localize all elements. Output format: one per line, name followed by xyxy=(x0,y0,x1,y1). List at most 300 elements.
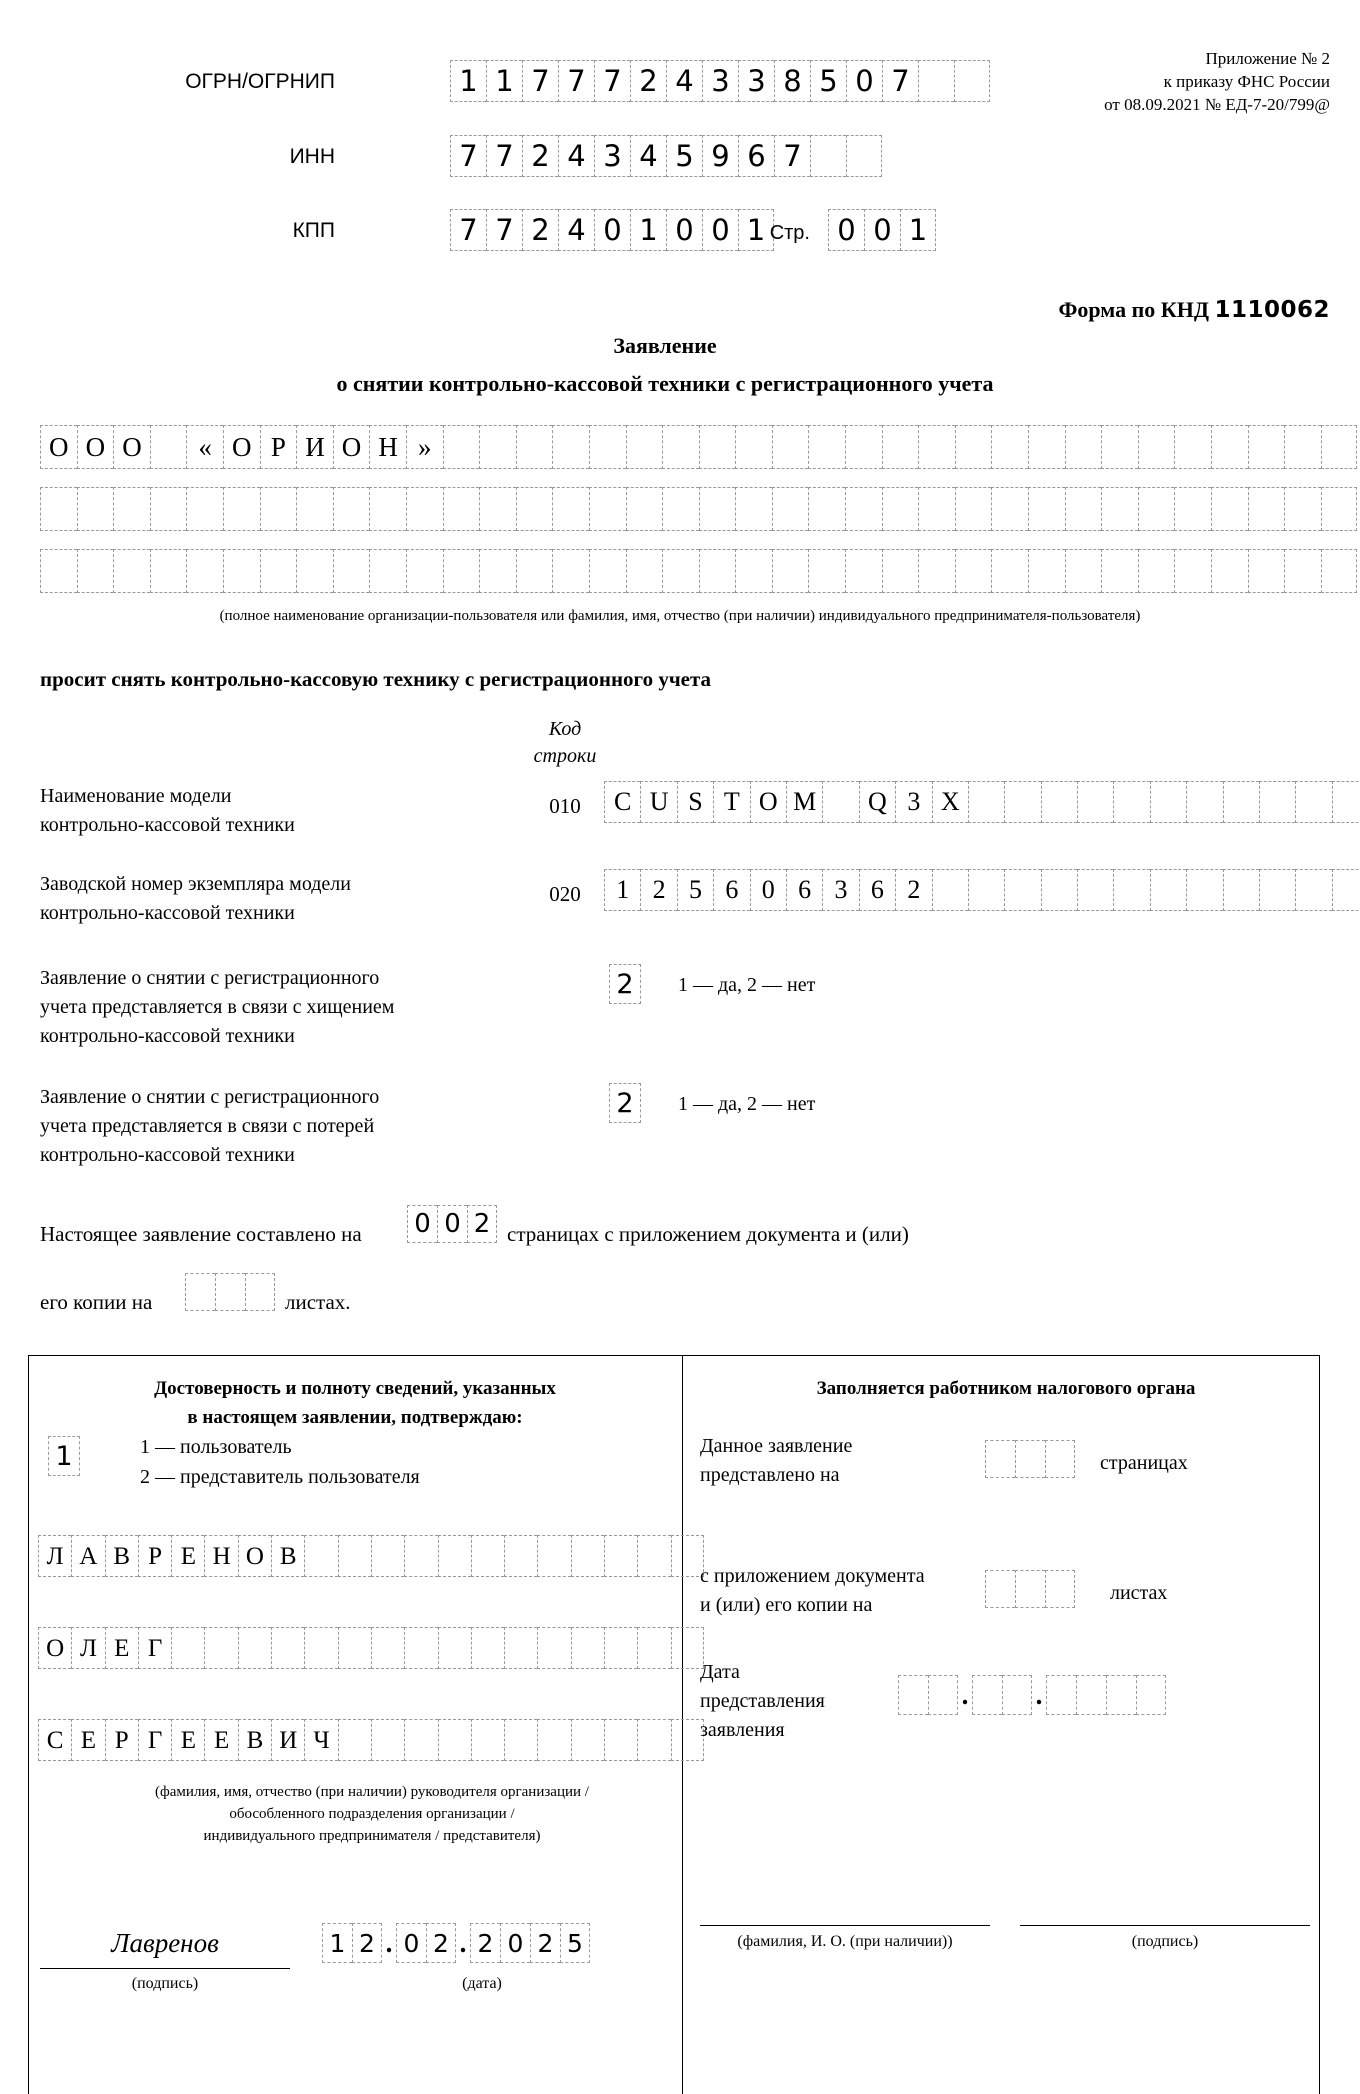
org-name-cell[interactable]: « xyxy=(186,425,223,469)
org-name-cell[interactable] xyxy=(1248,425,1285,469)
signature-date-year-cell[interactable]: 2 xyxy=(530,1923,560,1963)
org-name-cell[interactable] xyxy=(1211,549,1248,593)
signer-patronymic-cell[interactable]: С xyxy=(38,1719,71,1761)
org-name-cell[interactable] xyxy=(808,487,845,531)
field-020-cell[interactable]: 2 xyxy=(640,869,676,911)
kpp-cell[interactable]: 0 xyxy=(666,209,702,251)
org-name-cell[interactable] xyxy=(260,487,297,531)
tax-date-day-cell[interactable] xyxy=(928,1675,958,1715)
org-name-cell[interactable] xyxy=(40,549,77,593)
signer-patronymic-cell[interactable]: Е xyxy=(71,1719,104,1761)
org-name-cell[interactable] xyxy=(1138,487,1175,531)
field-020-cell[interactable]: 6 xyxy=(859,869,895,911)
org-name-cell[interactable] xyxy=(1174,425,1211,469)
field-010-cell[interactable]: O xyxy=(750,781,786,823)
field-020-cell[interactable] xyxy=(1295,869,1331,911)
ogrn-cell[interactable]: 3 xyxy=(702,60,738,102)
field-020-cell[interactable] xyxy=(1041,869,1077,911)
signature-date-month-cell[interactable]: 2 xyxy=(426,1923,456,1963)
field-010-cell[interactable] xyxy=(1113,781,1149,823)
org-name-cell[interactable] xyxy=(699,549,736,593)
org-name-cell[interactable] xyxy=(186,487,223,531)
org-name-cell[interactable] xyxy=(406,487,443,531)
signer-surname-cell[interactable] xyxy=(504,1535,537,1577)
tax-sheets-input[interactable] xyxy=(985,1570,1075,1608)
org-name-cell[interactable] xyxy=(735,487,772,531)
org-name-cell[interactable] xyxy=(1321,425,1358,469)
sheets-count-cell[interactable] xyxy=(245,1273,275,1311)
field-010-cell[interactable] xyxy=(1077,781,1113,823)
field-020-cell[interactable]: 0 xyxy=(750,869,786,911)
tax-date-input[interactable] xyxy=(898,1675,1166,1715)
signer-patronymic-cell[interactable] xyxy=(438,1719,471,1761)
kpp-input[interactable] xyxy=(450,209,774,251)
org-name-cell[interactable] xyxy=(1284,549,1321,593)
ogrn-cell[interactable] xyxy=(918,60,954,102)
page-number-input[interactable] xyxy=(828,209,936,251)
inn-cell[interactable]: 7 xyxy=(450,135,486,177)
org-name-cell[interactable] xyxy=(552,487,589,531)
signer-patronymic-cell[interactable] xyxy=(537,1719,570,1761)
signer-name-cell[interactable] xyxy=(371,1627,404,1669)
org-name-cell[interactable] xyxy=(113,487,150,531)
org-name-cell[interactable] xyxy=(1211,425,1248,469)
org-name-cell[interactable] xyxy=(1174,549,1211,593)
signer-name-cell[interactable] xyxy=(238,1627,271,1669)
inn-cell[interactable]: 4 xyxy=(630,135,666,177)
org-name-cell[interactable] xyxy=(808,549,845,593)
ogrn-cell[interactable]: 5 xyxy=(810,60,846,102)
org-name-cell[interactable]: И xyxy=(296,425,333,469)
org-name-cell[interactable] xyxy=(626,549,663,593)
field-020-cell[interactable] xyxy=(1332,869,1360,911)
signer-name-cell[interactable] xyxy=(604,1627,637,1669)
signer-name-cell[interactable] xyxy=(504,1627,537,1669)
org-name-cell[interactable] xyxy=(589,549,626,593)
signer-surname-cell[interactable]: А xyxy=(71,1535,104,1577)
field-010-cell[interactable]: C xyxy=(604,781,640,823)
inn-cell[interactable]: 7 xyxy=(774,135,810,177)
field-020-cell[interactable]: 2 xyxy=(895,869,931,911)
tax-date-year[interactable] xyxy=(1046,1675,1166,1715)
tax-pages-cell[interactable] xyxy=(1045,1440,1075,1478)
org-name-cell[interactable] xyxy=(552,425,589,469)
loss-flag-input[interactable]: 2 xyxy=(609,1083,641,1123)
org-name-cell[interactable] xyxy=(955,425,992,469)
ogrn-cell[interactable]: 8 xyxy=(774,60,810,102)
field-010-cell[interactable] xyxy=(1041,781,1077,823)
org-name-cell[interactable] xyxy=(808,425,845,469)
theft-flag-input[interactable]: 2 xyxy=(609,964,641,1004)
org-name-cell[interactable] xyxy=(918,425,955,469)
ogrn-cell[interactable] xyxy=(954,60,990,102)
ogrn-cell[interactable]: 1 xyxy=(486,60,522,102)
field-010-cell[interactable]: S xyxy=(677,781,713,823)
signature-date-month[interactable] xyxy=(396,1923,456,1963)
signer-name-cell[interactable] xyxy=(471,1627,504,1669)
ogrn-cell[interactable]: 3 xyxy=(738,60,774,102)
field-010-cell[interactable]: Q xyxy=(859,781,895,823)
org-name-cell[interactable] xyxy=(260,549,297,593)
org-name-cell[interactable]: О xyxy=(223,425,260,469)
signer-surname-cell[interactable] xyxy=(604,1535,637,1577)
org-name-cell[interactable] xyxy=(1138,425,1175,469)
org-name-cell[interactable] xyxy=(296,487,333,531)
signer-surname-cell[interactable] xyxy=(338,1535,371,1577)
org-name-cell[interactable] xyxy=(662,425,699,469)
field-020-cell[interactable] xyxy=(1223,869,1259,911)
signer-name-cell[interactable] xyxy=(637,1627,670,1669)
signature-date-day-cell[interactable]: 2 xyxy=(352,1923,382,1963)
tax-date-month-cell[interactable] xyxy=(1002,1675,1032,1715)
ogrn-cell[interactable]: 7 xyxy=(522,60,558,102)
signer-name-cell[interactable] xyxy=(571,1627,604,1669)
ogrn-cell[interactable]: 7 xyxy=(594,60,630,102)
org-name-cell[interactable] xyxy=(552,549,589,593)
signer-patronymic-cell[interactable] xyxy=(604,1719,637,1761)
tax-date-year-cell[interactable] xyxy=(1136,1675,1166,1715)
signature-date-year[interactable] xyxy=(470,1923,590,1963)
org-name-cell[interactable] xyxy=(443,487,480,531)
field-010-cell[interactable]: U xyxy=(640,781,676,823)
field-010-cell[interactable]: 3 xyxy=(895,781,931,823)
org-name-cell[interactable] xyxy=(113,549,150,593)
tax-pages-input[interactable] xyxy=(985,1440,1075,1478)
org-name-cell[interactable] xyxy=(1174,487,1211,531)
kpp-cell[interactable]: 0 xyxy=(594,209,630,251)
signer-name-cell[interactable] xyxy=(671,1627,704,1669)
signer-name-cell[interactable] xyxy=(404,1627,437,1669)
signer-surname-cell[interactable]: Е xyxy=(171,1535,204,1577)
org-name-cell[interactable] xyxy=(516,487,553,531)
signature-date-month-cell[interactable]: 0 xyxy=(396,1923,426,1963)
ogrn-cell[interactable]: 0 xyxy=(846,60,882,102)
org-name-cell[interactable] xyxy=(1138,549,1175,593)
field-020-input[interactable] xyxy=(604,869,1360,911)
signer-surname-cell[interactable]: Р xyxy=(138,1535,171,1577)
tax-pages-cell[interactable] xyxy=(985,1440,1015,1478)
sheets-count-cell[interactable] xyxy=(185,1273,215,1311)
ogrn-cell[interactable]: 7 xyxy=(882,60,918,102)
signer-name-cell[interactable] xyxy=(338,1627,371,1669)
field-020-cell[interactable] xyxy=(968,869,1004,911)
inn-cell[interactable]: 7 xyxy=(486,135,522,177)
signer-surname-cell[interactable]: В xyxy=(271,1535,304,1577)
inn-cell[interactable]: 2 xyxy=(522,135,558,177)
field-020-cell[interactable] xyxy=(1077,869,1113,911)
tax-date-year-cell[interactable] xyxy=(1106,1675,1136,1715)
inn-cell[interactable]: 5 xyxy=(666,135,702,177)
org-name-cell[interactable] xyxy=(296,549,333,593)
field-010-cell[interactable] xyxy=(968,781,1004,823)
org-name-cell[interactable] xyxy=(516,549,553,593)
field-010-cell[interactable] xyxy=(1004,781,1040,823)
signer-surname-cell[interactable] xyxy=(471,1535,504,1577)
org-name-cell[interactable] xyxy=(150,487,187,531)
signer-patronymic-cell[interactable] xyxy=(637,1719,670,1761)
field-020-cell[interactable] xyxy=(1113,869,1149,911)
org-name-cell[interactable] xyxy=(991,425,1028,469)
signer-patronymic-cell[interactable]: Ч xyxy=(304,1719,337,1761)
sheets-count-input[interactable] xyxy=(185,1273,275,1311)
org-name-cell[interactable] xyxy=(1248,487,1285,531)
field-010-cell[interactable]: X xyxy=(932,781,968,823)
org-name-cell[interactable] xyxy=(1284,425,1321,469)
org-name-cell[interactable] xyxy=(1284,487,1321,531)
signer-patronymic-cell[interactable] xyxy=(404,1719,437,1761)
org-name-cell[interactable] xyxy=(882,425,919,469)
kpp-cell[interactable]: 7 xyxy=(486,209,522,251)
org-name-cell[interactable]: » xyxy=(406,425,443,469)
org-name-cell[interactable] xyxy=(516,425,553,469)
inn-cell[interactable] xyxy=(810,135,846,177)
signer-patronymic-cell[interactable]: Е xyxy=(204,1719,237,1761)
org-name-cell[interactable] xyxy=(1101,549,1138,593)
tax-sheets-cell[interactable] xyxy=(1015,1570,1045,1608)
org-name-cell[interactable] xyxy=(223,487,260,531)
signer-surname-cell[interactable] xyxy=(571,1535,604,1577)
tax-sheets-cell[interactable] xyxy=(985,1570,1015,1608)
page-number-cell[interactable]: 1 xyxy=(900,209,936,251)
signer-patronymic-cell[interactable] xyxy=(671,1719,704,1761)
org-name-cell[interactable] xyxy=(369,487,406,531)
signer-type-input[interactable]: 1 xyxy=(48,1436,80,1476)
org-name-cell[interactable] xyxy=(333,549,370,593)
signer-name-cell[interactable] xyxy=(171,1627,204,1669)
org-name-cell[interactable] xyxy=(662,487,699,531)
org-name-cell[interactable]: О xyxy=(333,425,370,469)
signer-patronymic-cell[interactable] xyxy=(371,1719,404,1761)
kpp-cell[interactable]: 2 xyxy=(522,209,558,251)
kpp-cell[interactable]: 1 xyxy=(630,209,666,251)
org-name-cell[interactable] xyxy=(40,487,77,531)
field-010-cell[interactable] xyxy=(1223,781,1259,823)
field-010-cell[interactable] xyxy=(822,781,858,823)
ogrn-cell[interactable]: 1 xyxy=(450,60,486,102)
kpp-cell[interactable]: 7 xyxy=(450,209,486,251)
field-010-cell[interactable] xyxy=(1186,781,1222,823)
org-name-cell[interactable] xyxy=(845,487,882,531)
page-number-cell[interactable]: 0 xyxy=(864,209,900,251)
signature-date-day[interactable] xyxy=(322,1923,382,1963)
org-name-cell[interactable] xyxy=(1211,487,1248,531)
field-010-cell[interactable] xyxy=(1332,781,1360,823)
org-name-cell[interactable] xyxy=(1065,425,1102,469)
kpp-cell[interactable]: 1 xyxy=(738,209,774,251)
field-020-cell[interactable]: 1 xyxy=(604,869,640,911)
signature-date-year-cell[interactable]: 5 xyxy=(560,1923,590,1963)
field-010-cell[interactable] xyxy=(1295,781,1331,823)
field-020-cell[interactable]: 6 xyxy=(786,869,822,911)
org-name-row-3[interactable] xyxy=(40,549,1357,593)
org-name-cell[interactable] xyxy=(443,425,480,469)
tax-sheets-cell[interactable] xyxy=(1045,1570,1075,1608)
signer-surname-cell[interactable] xyxy=(304,1535,337,1577)
signer-name-cell[interactable]: Е xyxy=(105,1627,138,1669)
signer-patronymic-cell[interactable]: В xyxy=(238,1719,271,1761)
org-name-cell[interactable] xyxy=(1321,549,1358,593)
field-020-cell[interactable]: 6 xyxy=(713,869,749,911)
signer-surname-cell[interactable]: В xyxy=(105,1535,138,1577)
org-name-cell[interactable]: О xyxy=(113,425,150,469)
inn-cell[interactable] xyxy=(846,135,882,177)
ogrn-cell[interactable]: 2 xyxy=(630,60,666,102)
org-name-cell[interactable] xyxy=(1101,487,1138,531)
org-name-cell[interactable] xyxy=(1028,425,1065,469)
org-name-cell[interactable] xyxy=(223,549,260,593)
signer-name-cell[interactable] xyxy=(537,1627,570,1669)
signature-date-year-cell[interactable]: 2 xyxy=(470,1923,500,1963)
inn-cell[interactable]: 3 xyxy=(594,135,630,177)
org-name-cell[interactable] xyxy=(589,487,626,531)
sheets-count-cell[interactable] xyxy=(215,1273,245,1311)
field-020-cell[interactable] xyxy=(1150,869,1186,911)
tax-date-year-cell[interactable] xyxy=(1046,1675,1076,1715)
signer-name-cell[interactable]: Г xyxy=(138,1627,171,1669)
org-name-cell[interactable] xyxy=(443,549,480,593)
signer-surname-input[interactable] xyxy=(38,1535,704,1577)
org-name-cell[interactable] xyxy=(772,487,809,531)
org-name-cell[interactable] xyxy=(882,487,919,531)
tax-date-month[interactable] xyxy=(972,1675,1032,1715)
signer-name-cell[interactable] xyxy=(304,1627,337,1669)
pages-count-cell[interactable]: 0 xyxy=(407,1205,437,1243)
org-name-cell[interactable] xyxy=(479,425,516,469)
org-name-cell[interactable] xyxy=(626,425,663,469)
org-name-cell[interactable] xyxy=(1065,487,1102,531)
org-name-cell[interactable] xyxy=(186,549,223,593)
org-name-cell[interactable] xyxy=(845,425,882,469)
signer-patronymic-cell[interactable] xyxy=(504,1719,537,1761)
pages-count-cell[interactable]: 0 xyxy=(437,1205,467,1243)
org-name-cell[interactable] xyxy=(333,487,370,531)
org-name-cell[interactable] xyxy=(1028,549,1065,593)
org-name-cell[interactable] xyxy=(77,549,114,593)
org-name-cell[interactable] xyxy=(369,549,406,593)
org-name-row-1[interactable] xyxy=(40,425,1357,469)
org-name-cell[interactable] xyxy=(1248,549,1285,593)
inn-cell[interactable]: 9 xyxy=(702,135,738,177)
org-name-cell[interactable] xyxy=(1065,549,1102,593)
org-name-cell[interactable]: О xyxy=(40,425,77,469)
field-010-cell[interactable]: T xyxy=(713,781,749,823)
org-name-cell[interactable] xyxy=(955,487,992,531)
inn-cell[interactable]: 6 xyxy=(738,135,774,177)
inn-input[interactable] xyxy=(450,135,882,177)
org-name-row-2[interactable] xyxy=(40,487,1357,531)
field-010-input[interactable] xyxy=(604,781,1360,823)
signature-date-day-cell[interactable]: 1 xyxy=(322,1923,352,1963)
signer-surname-cell[interactable] xyxy=(404,1535,437,1577)
signer-surname-cell[interactable]: Н xyxy=(204,1535,237,1577)
org-name-cell[interactable] xyxy=(1321,487,1358,531)
field-020-cell[interactable] xyxy=(1259,869,1295,911)
signer-patronymic-cell[interactable] xyxy=(571,1719,604,1761)
signer-patronymic-cell[interactable]: Е xyxy=(171,1719,204,1761)
tax-pages-cell[interactable] xyxy=(1015,1440,1045,1478)
org-name-cell[interactable] xyxy=(735,425,772,469)
signer-patronymic-input[interactable] xyxy=(38,1719,704,1761)
org-name-cell[interactable]: Р xyxy=(260,425,297,469)
signer-name-cell[interactable] xyxy=(204,1627,237,1669)
org-name-cell[interactable] xyxy=(699,425,736,469)
org-name-cell[interactable] xyxy=(662,549,699,593)
signer-patronymic-cell[interactable] xyxy=(338,1719,371,1761)
tax-date-day[interactable] xyxy=(898,1675,958,1715)
signature-date-year-cell[interactable]: 0 xyxy=(500,1923,530,1963)
pages-count-cell[interactable]: 2 xyxy=(467,1205,497,1243)
org-name-cell[interactable] xyxy=(882,549,919,593)
signer-name-cell[interactable]: О xyxy=(38,1627,71,1669)
signer-surname-cell[interactable]: Л xyxy=(38,1535,71,1577)
org-name-cell[interactable] xyxy=(845,549,882,593)
kpp-cell[interactable]: 4 xyxy=(558,209,594,251)
pages-count-input[interactable] xyxy=(407,1205,497,1243)
signer-surname-cell[interactable] xyxy=(438,1535,471,1577)
field-010-cell[interactable] xyxy=(1259,781,1295,823)
signer-patronymic-cell[interactable]: И xyxy=(271,1719,304,1761)
tax-date-day-cell[interactable] xyxy=(898,1675,928,1715)
tax-date-year-cell[interactable] xyxy=(1076,1675,1106,1715)
kpp-cell[interactable]: 0 xyxy=(702,209,738,251)
signer-name-input[interactable] xyxy=(38,1627,704,1669)
org-name-cell[interactable] xyxy=(735,549,772,593)
field-020-cell[interactable]: 5 xyxy=(677,869,713,911)
signer-patronymic-cell[interactable]: Р xyxy=(105,1719,138,1761)
field-020-cell[interactable]: 3 xyxy=(822,869,858,911)
org-name-cell[interactable] xyxy=(991,549,1028,593)
org-name-cell[interactable] xyxy=(918,487,955,531)
ogrn-cell[interactable]: 7 xyxy=(558,60,594,102)
field-010-cell[interactable] xyxy=(1150,781,1186,823)
ogrn-cell[interactable]: 4 xyxy=(666,60,702,102)
signer-patronymic-cell[interactable] xyxy=(471,1719,504,1761)
signer-patronymic-cell[interactable]: Г xyxy=(138,1719,171,1761)
field-020-cell[interactable] xyxy=(932,869,968,911)
field-010-cell[interactable]: M xyxy=(786,781,822,823)
signer-name-cell[interactable]: Л xyxy=(71,1627,104,1669)
org-name-cell[interactable] xyxy=(1101,425,1138,469)
org-name-cell[interactable]: Н xyxy=(369,425,406,469)
signer-name-cell[interactable] xyxy=(271,1627,304,1669)
inn-cell[interactable]: 4 xyxy=(558,135,594,177)
org-name-cell[interactable] xyxy=(1028,487,1065,531)
org-name-cell[interactable] xyxy=(589,425,626,469)
org-name-cell[interactable] xyxy=(479,549,516,593)
signer-surname-cell[interactable] xyxy=(537,1535,570,1577)
signer-surname-cell[interactable]: О xyxy=(238,1535,271,1577)
signature-date-input[interactable] xyxy=(322,1923,590,1963)
org-name-cell[interactable] xyxy=(772,425,809,469)
org-name-cell[interactable] xyxy=(150,425,187,469)
field-020-cell[interactable] xyxy=(1004,869,1040,911)
org-name-cell[interactable] xyxy=(150,549,187,593)
org-name-cell[interactable] xyxy=(699,487,736,531)
org-name-cell[interactable] xyxy=(479,487,516,531)
org-name-cell[interactable] xyxy=(406,549,443,593)
org-name-cell[interactable] xyxy=(918,549,955,593)
org-name-cell[interactable]: О xyxy=(77,425,114,469)
tax-date-month-cell[interactable] xyxy=(972,1675,1002,1715)
signer-surname-cell[interactable] xyxy=(637,1535,670,1577)
field-020-cell[interactable] xyxy=(1186,869,1222,911)
org-name-cell[interactable] xyxy=(991,487,1028,531)
org-name-cell[interactable] xyxy=(955,549,992,593)
ogrn-input[interactable] xyxy=(450,60,990,102)
org-name-cell[interactable] xyxy=(626,487,663,531)
signer-name-cell[interactable] xyxy=(438,1627,471,1669)
page-number-cell[interactable]: 0 xyxy=(828,209,864,251)
